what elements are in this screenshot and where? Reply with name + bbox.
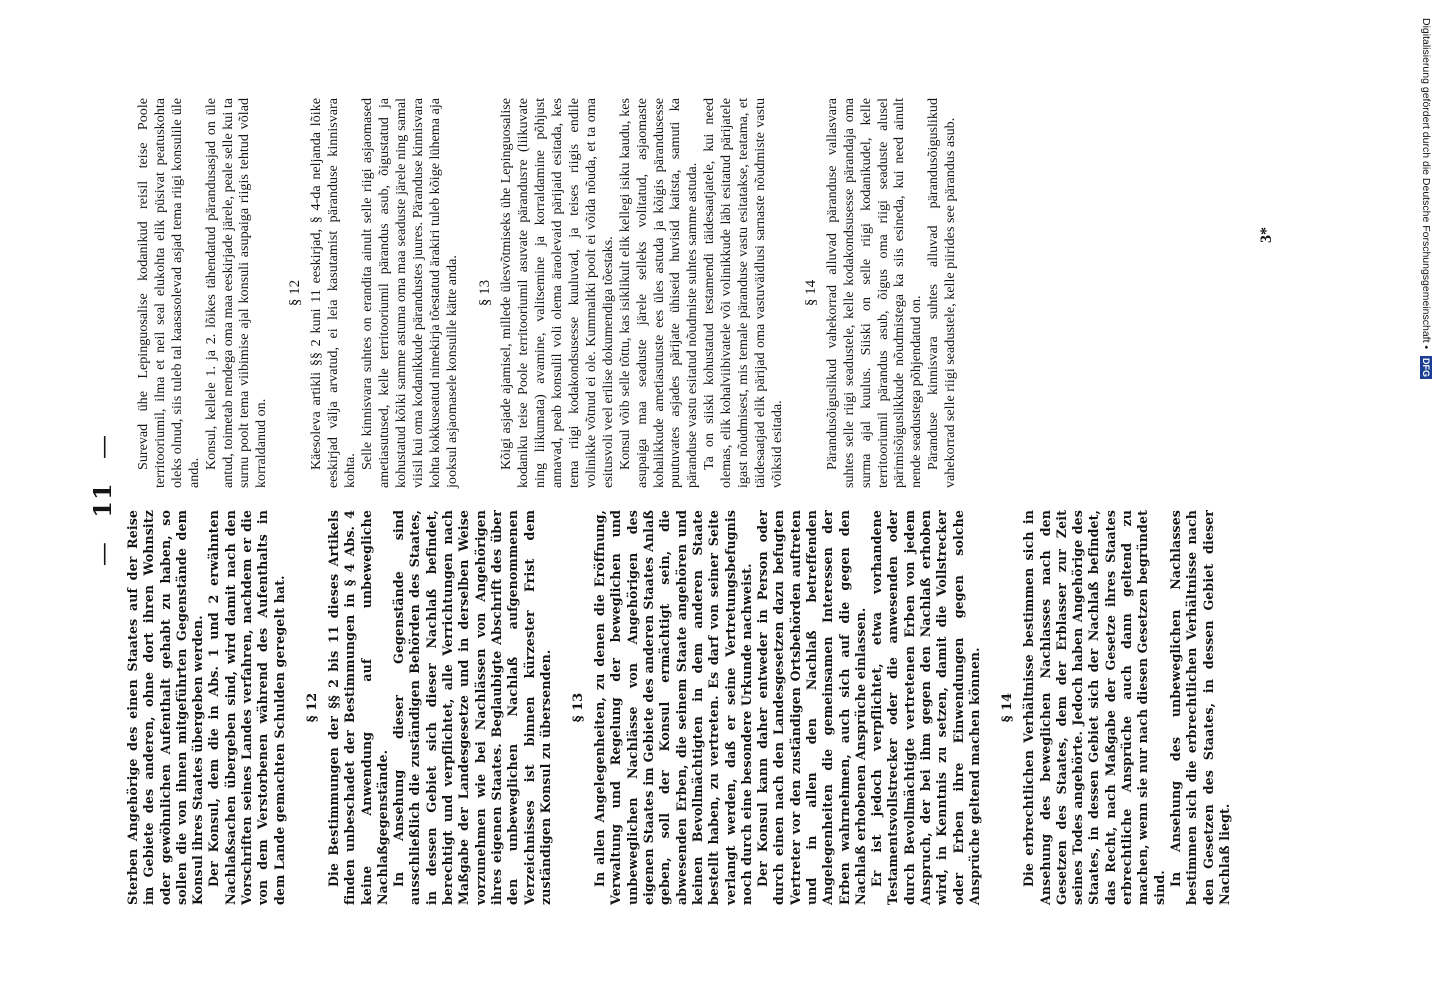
german-paragraph: Er ist jedoch verpflichtet, etwa vorhandene Testamentsvollstrecker oder die anwesenden oder durch Bevollmächtigte vertretenen Erben von jedem Anspruch, der bei ihm gegen den Nachlaß erhoben wird, in Kenntnis zu setzen, damit die Vollstrecker oder Erben ihre Einwendungen gegen solche Ansprüche geltend machen können.: [869, 510, 982, 905]
estonian-paragraph: Ta on siiski kohustatud testamendi täidesaatjatele, kui need olemas, elik kohalviibivatele või volinikkude läbi esitatud pärijatele igast nõudmisest, mis temale päranduse vastu esitatakse, teatama, et täidesaatjad elik pärijad oma vastuväidlusi sarnaste nõudmiste vastu võiksid esitada.: [701, 98, 785, 488]
estonian-paragraph: Pärandusõiguslikud vahekorrad alluvad päranduse vallasvara suhtes selle riigi seadustele, kelle kodakondsusesse pärandaja oma surma ajal kuulus. Siiski on selle riigi kodanikudel, kelle territooriumil pärandus asub, õigus oma riigi seaduste alusel pärimisõiguslikkude nõudmistega ka siis esineda, kui need ainult nende seadustega põhjendatud on.: [823, 98, 925, 488]
german-paragraph: In allen Angelegenheiten, zu denen die Eröffnung, Verwaltung und Regelung der beweglichen und unbeweglichen Nachlässe von Angehörigen des eigenen Staates im Gebiete des anderen Staates Anlaß geben, soll der Konsul ermächtigt sein, die abwesenden Erben, die seinem Staate angehören und keinen Bevollmächtigten in dem anderen Staate bestellt haben, zu vertreten. Es darf von seiner Seite verlangt werden, daß er seine Vertretungsbefugnis noch durch eine besondere Urkunde nachweist.: [592, 510, 754, 905]
german-paragraph: Sterben Angehörige des einen Staates auf der Reise im Gebiete des anderen, ohne dort ihren Wohnsitz oder gewöhnlichen Aufenthalt gehabt zu haben, so sollen die von ihnen mitgeführten Gegenstände dem Konsul ihres Staates übergeben werden.: [125, 510, 206, 905]
estonian-paragraph: Kõigi asjade ajamisel, millede ülesvõtmiseks ühe Lepinguosalise kodaniku teise Poole territooriumil asuvate pärandusте (liikuvate ning liikumata) avamine, valitsemine ja korraldamine põhjust annavad, peab konsulil voli olema äraolevaid pärijaid esitada, kes tema riigi kodakondsusesse kuuluvad, ja teises riigis endile volinikke võtnud ei ole. Kummaltki poolt ei võida nõuda, et ta oma esitusvoli veel erilise dokumendiga tõestaks.: [498, 98, 616, 488]
estonian-paragraph: Konsul võib selle tõttu, kas isiklikult elik kellegi isiku kaudu, kes asupaiga maa seaduste järele selleks volitatud, asjaomaste kohalikkude ametiasutuste ees üles astuda ja kõigis pärandusesse puutuvates asjades pärijate ühiseid huvisid kaitsta, samuti ka päranduse vastu esitatud nõudmiste suhtes samme astuda.: [616, 98, 701, 488]
german-paragraph: Der Konsul kann daher entweder in Person oder durch einen nach den Landesgesetzen dazu befugten Vertreter vor den zuständigen Ortsbehörden auftreten und in allen den Nachlaß betreffenden Angelegenheiten die gemeinsamen Interessen der Erben wahrnehmen, auch sich auf die gegen den Nachlaß erhobenen Ansprüche einlassen.: [755, 510, 868, 905]
estonian-section-heading: § 14: [802, 279, 819, 307]
german-section-heading: § 14: [1000, 692, 1016, 723]
estonian-paragraph: Käesoleva artikli §§ 2 kuni 11 eeskirjad, § 4-da neljanda lõike eeskirjad välja arvatud, ei leia kasutamist päranduse kinnisvara kohta.: [308, 98, 359, 488]
german-column: [125, 510, 1233, 905]
estonian-column: [135, 98, 959, 488]
header-dash-right: —: [89, 433, 117, 459]
estonian-section-heading: § 13: [477, 279, 494, 307]
header-dash-left: —: [89, 541, 117, 567]
signature-mark: 3*: [1258, 227, 1275, 243]
credit-text: Digitalisierung gefördert durch die Deutsche Forschungsgemeinschaft •: [1420, 18, 1432, 350]
estonian-section-heading: § 12: [287, 279, 304, 307]
german-paragraph: Der Konsul, dem die in Abs. 1 und 2 erwähnten Nachlaßsachen übergeben sind, wird damit nach den Vorschriften seines Landes verfahren, nachdem er die von dem Verstorbenen während des Aufenthalts in dem Lande gemachten Schulden geregelt hat.: [206, 510, 287, 905]
german-paragraph: In Ansehung dieser Gegenstände sind ausschließlich die zuständigen Behörden des Staates, in dessen Gebiet sich dieser Nachlaß befindet, berechtigt und verpflichtet, alle Verrichtungen nach Maßgabe der Landesgesetze und in derselben Weise vorzunehmen wie bei Nachlässen von Angehörigen ihres eigenen Staates. Beglaubigte Abschrift des über den unbeweglichen Nachlaß aufgenommenen Verzeichnisses ist binnen kürzester Frist dem zuständigen Konsul zu übersenden.: [391, 510, 553, 905]
german-section-heading: § 13: [571, 692, 587, 723]
page-number: 11: [88, 482, 117, 518]
page-header: [88, 0, 117, 1000]
german-paragraph: Die Bestimmungen der §§ 2 bis 11 dieses Artikels finden unbeschadet der Bestimmungen in § 4 Abs. 4 keine Anwendung auf unbewegliche Nachlaßgegenstände.: [325, 510, 390, 905]
estonian-paragraph: Surevad ühe Lepinguosalise kodanikud reisil teise Poole territooriumil, ilma et neil seal elukohta elik püsivat peatuskohta oleks olnud, siis tuleb tal kaasasolevad asjad tema riigi konsulile üle anda.: [135, 98, 202, 488]
estonian-paragraph: Päranduse kinnisvara suhtes alluvad pärandusõiguslikud vahekorrad selle riigi seadustele, kelle piirides see pärandus asub.: [925, 98, 959, 488]
german-paragraph: Die erbrechtlichen Verhältnisse bestimmen sich in Ansehung des beweglichen Nachlasses nach den Gesetzen des Staates, dem der Erblasser zur Zeit seines Todes angehörte. Jedoch haben Angehörige des Staates, in dessen Gebiet sich der Nachlaß befindet, das Recht, nach Maßgabe der Gesetze ihres Staates erbrechtliche Ansprüche auch dann geltend zu machen, wenn sie nur nach diesen Gesetzen begründet sind.: [1021, 510, 1167, 905]
dfg-logo: DFG: [1420, 358, 1431, 378]
estonian-paragraph: Konsul, kellele 1. ja 2. lõikes tähendatud pärandusasjad on üle antud, toimetab nendega oma maa eeskirjade järele, peale selle kui ta surnu poolt tema viibimise ajal konsuli asupaiga riigis tehtud võlad korraldanud on.: [202, 98, 270, 488]
estonian-paragraph: Selle kinnisvara suhtes on erandita ainult selle riigi asjaomased ametiasutused, kelle territooriumil pärandus asub, õigustatud ja kohustatud kõiki samme astuma oma maa seaduste järele ning samal viisil kui oma kodanikkude pärandustes juures. Päranduse kinnisvara kohta kokkuseatud nimekirja tõestatud ärakiri tuleb kõige lühema aja jooksul asjaomasele konsulile kätte anda.: [358, 98, 460, 488]
german-section-heading: § 12: [304, 692, 320, 723]
digitization-credit: [1417, 8, 1434, 508]
german-paragraph: In Ansehung des unbeweglichen Nachlasses bestimmen sich die erbrechtlichen Verhältnisse nach den Gesetzen des Staates, in dessen Gebiet dieser Nachlaß liegt.: [1167, 510, 1232, 905]
